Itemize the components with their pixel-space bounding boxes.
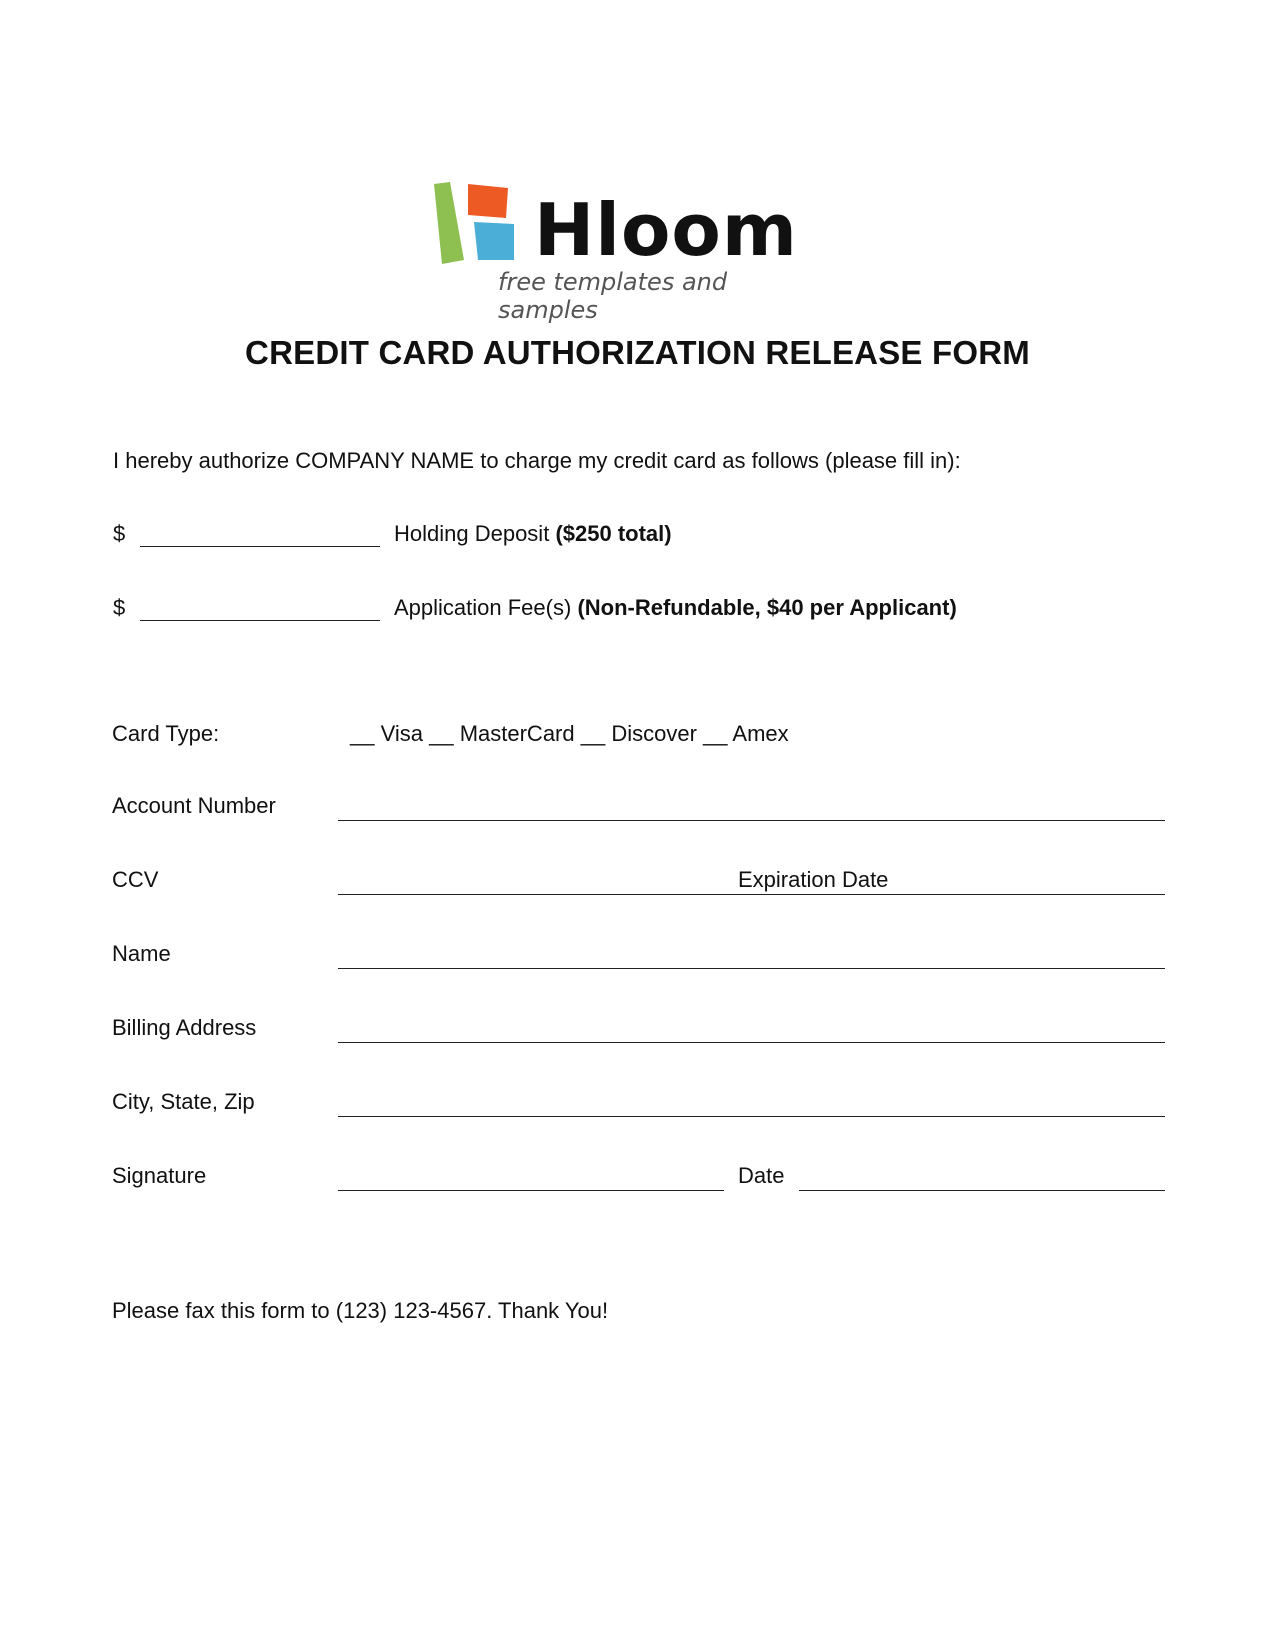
intro-text: I hereby authorize COMPANY NAME to charge my credit card as follows (please fill in): (113, 448, 961, 473)
name-line[interactable] (338, 968, 1165, 969)
fax-instructions: Please fax this form to (123) 123-4567. Thank You! (112, 1298, 609, 1323)
deposit-note: ($250 total) (555, 521, 672, 546)
city-state-zip-label: City, State, Zip (112, 1089, 255, 1114)
card-type-options[interactable] (350, 721, 789, 747)
fee-amount-line[interactable] (140, 620, 380, 621)
expiration-date-label: Expiration Date (738, 867, 889, 892)
billing-address-label: Billing Address (112, 1015, 257, 1040)
currency-symbol-fee: $ (113, 595, 126, 620)
card-type-label: Card Type: (112, 721, 220, 746)
signature-line[interactable] (338, 1190, 724, 1191)
deposit-amount-line[interactable] (140, 546, 380, 547)
page-title: CREDIT CARD AUTHORIZATION RELEASE FORM (245, 334, 1030, 371)
account-number-line[interactable] (338, 820, 1165, 821)
billing-address-line[interactable] (338, 1042, 1165, 1043)
signature-label: Signature (112, 1163, 207, 1188)
name-label: Name (112, 941, 171, 966)
logo-wordmark: Hloom (534, 188, 798, 272)
account-number-label: Account Number (112, 793, 276, 818)
deposit-label-text: Holding Deposit (394, 521, 550, 546)
logo-green-bar (434, 182, 464, 264)
deposit-label (394, 521, 672, 547)
logo-blue-square (474, 222, 514, 260)
fee-label-text: Application Fee(s) (394, 595, 572, 620)
currency-symbol-deposit: $ (113, 521, 126, 546)
fee-note: (Non-Refundable, $40 per Applicant) (577, 595, 957, 620)
logo-tagline: free templates and samples (498, 268, 728, 324)
card-option-mastercard[interactable]: __ MasterCard (429, 721, 575, 746)
date-line[interactable] (799, 1190, 1165, 1191)
card-option-visa[interactable]: __ Visa (350, 721, 423, 746)
card-option-discover[interactable]: __ Discover (580, 721, 697, 746)
city-state-zip-line[interactable] (338, 1116, 1165, 1117)
hloom-logo (434, 182, 834, 324)
hloom-logo-icon (434, 182, 524, 268)
ccv-label: CCV (112, 867, 159, 892)
fee-label (394, 595, 957, 621)
card-option-amex[interactable]: __ Amex (703, 721, 789, 746)
ccv-line[interactable] (338, 894, 1165, 895)
date-label: Date (738, 1163, 785, 1188)
logo-orange-square (468, 184, 508, 218)
